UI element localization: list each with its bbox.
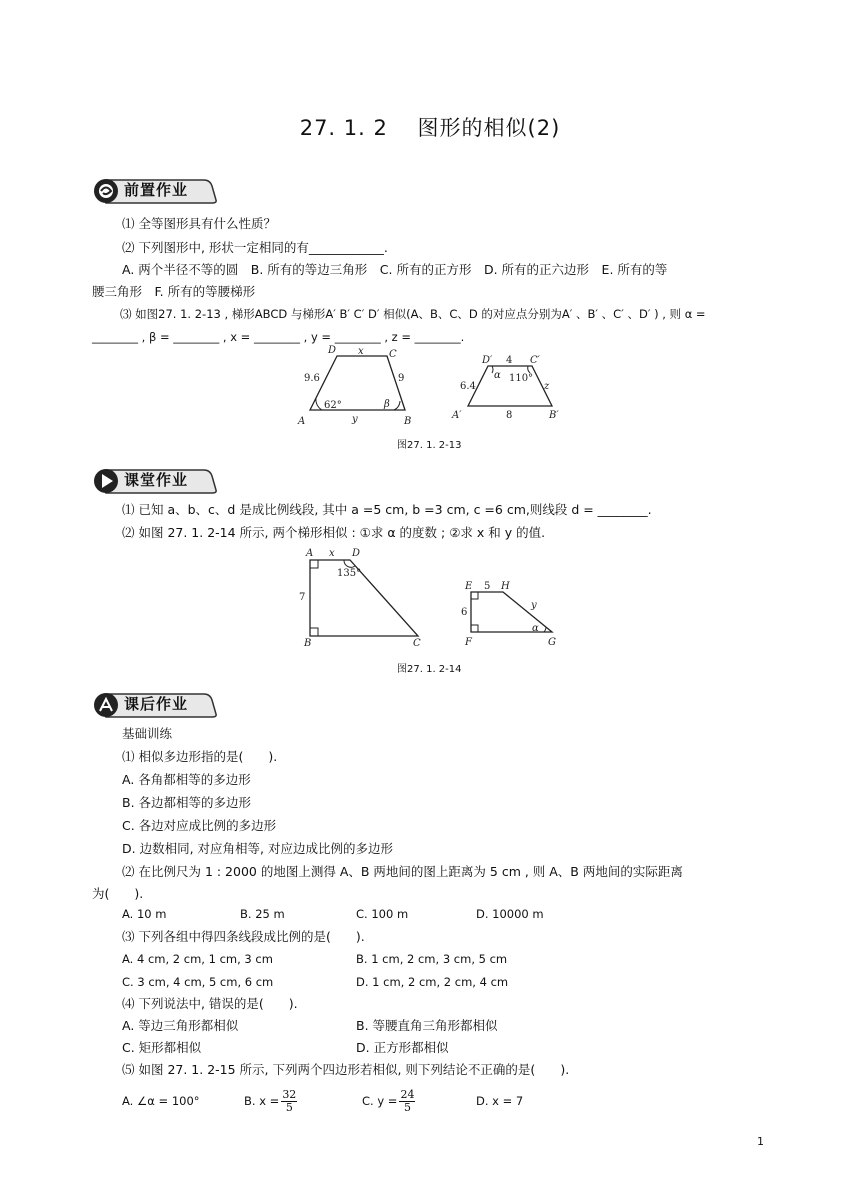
label-a: A [298, 416, 306, 427]
label-x: x [329, 548, 335, 559]
option-b-prefix: B. x = [244, 1094, 280, 1108]
right-angle-b [310, 628, 318, 636]
label-top-5: 5 [484, 581, 491, 592]
right-angle-f [471, 625, 478, 632]
after-q1: ⑴ 相似多边形指的是( ). [122, 749, 278, 764]
right-angle-a [310, 560, 318, 568]
label-c-prime: C′ [530, 355, 540, 366]
pre-q2: ⑵ 下列图形中, 形状一定相同的有____________. [122, 240, 388, 255]
pre-q2-options-cont: 腰三角形 F. 所有的等腰梯形 [92, 284, 256, 299]
figure-27-1-2-14 [296, 544, 566, 652]
after-q4: ⑷ 下列说法中, 错误的是( ). [122, 996, 298, 1011]
section-header-pre [92, 176, 220, 206]
label-d-prime: D′ [482, 355, 493, 366]
trapezoid-efgh [471, 592, 552, 632]
angle-d-prime-arc [492, 366, 493, 373]
pre-q3-cont: ________ , β = ________ , x = ________ , y = ________ , z = ________. [92, 330, 465, 344]
after-q4-option-c: C. 矩形都相似 [122, 1040, 202, 1055]
label-beta: β [384, 399, 390, 410]
label-g: G [548, 637, 556, 648]
class-q2: ⑵ 如图 27. 1. 2-14 所示, 两个梯形相似 : ①求 α 的度数 ; ②求 x 和 y 的值. [122, 525, 546, 540]
fraction-24-5 [399, 1089, 415, 1114]
label-d: D [352, 548, 361, 559]
label-e: E [465, 581, 473, 592]
fraction-denominator: 5 [285, 1101, 293, 1114]
after-q2-option-a: A. 10 m [122, 907, 167, 921]
after-q2-option-c: C. 100 m [356, 907, 409, 921]
trapezoid-abcd [310, 560, 418, 636]
label-b: B [404, 416, 412, 427]
after-q2: ⑵ 在比例尺为 1 : 2000 的地图上测得 A、B 两地间的图上距离为 5 cm , 则 A、B 两地间的实际距离 [122, 864, 683, 879]
fraction-numerator: 32 [282, 1088, 297, 1101]
after-heading: 基础训练 [122, 726, 173, 741]
pre-q2-options: A. 两个半径不等的圆 B. 所有的等边三角形 C. 所有的正方形 D. 所有的正六边形 E. 所有的等 [122, 262, 668, 277]
after-q4-option-d: D. 正方形都相似 [356, 1040, 449, 1055]
label-alpha: α [532, 623, 539, 634]
after-q2-option-b: B. 25 m [240, 907, 285, 921]
angle-g-arc [544, 627, 546, 632]
after-q4-option-a: A. 等边三角形都相似 [122, 1018, 239, 1033]
after-q3-option-d: D. 1 cm, 2 cm, 2 cm, 4 cm [356, 975, 509, 989]
pre-q3: ⑶ 如图27. 1. 2-13 , 梯形ABCD 与梯形A′ B′ C′ D′ 相似(A、B、C、D 的对应点分别为A′ 、B′ 、C′ 、D′ ) , 则 α = [120, 307, 706, 321]
page-title: 27. 1. 2 图形的相似(2) [299, 116, 561, 140]
figure-27-1-2-13 [290, 344, 580, 428]
after-q2-option-d: D. 10000 m [476, 907, 544, 921]
label-y: y [531, 600, 537, 611]
label-a: A [306, 548, 314, 559]
section-title: 课后作业 [124, 695, 189, 713]
after-q2-cont: 为( ). [92, 886, 144, 901]
right-angle-e [471, 592, 478, 599]
after-q5-option-c [362, 1083, 417, 1119]
after-q3: ⑶ 下列各组中得四条线段成比例的是( ). [122, 929, 365, 944]
label-f: F [465, 637, 472, 648]
after-q5: ⑸ 如图 27. 1. 2-15 所示, 下列两个四边形若相似, 则下列结论不正确的是( ). [122, 1062, 570, 1077]
label-angle-110: 110° [509, 373, 534, 384]
label-b-prime: B′ [549, 410, 559, 421]
label-z: z [544, 381, 550, 392]
after-q5-option-d: D. x = 7 [476, 1094, 524, 1108]
after-q1-option-d: D. 边数相同, 对应角相等, 对应边成比例的多边形 [122, 841, 393, 856]
label-d: D [328, 345, 337, 356]
caption-fig-13: 图27. 1. 2-13 [397, 440, 462, 451]
after-q1-option-c: C. 各边对应成比例的多边形 [122, 818, 277, 833]
label-x: x [358, 346, 364, 357]
label-top-4: 4 [506, 355, 513, 366]
label-right-side: 9 [398, 373, 405, 384]
label-c: C [389, 349, 397, 360]
angle-b-arc [394, 401, 400, 410]
option-c-prefix: C. y = [362, 1094, 398, 1108]
section-header-class [92, 466, 220, 496]
label-alpha: α [494, 370, 501, 381]
label-angle-135: 135° [337, 568, 362, 579]
class-q1: ⑴ 已知 a、b、c、d 是成比例线段, 其中 a =5 cm, b =3 cm, c =6 cm,则线段 d = ________. [122, 502, 652, 517]
after-q4-option-b: B. 等腰直角三角形都相似 [356, 1018, 498, 1033]
after-q5-option-a: A. ∠α = 100° [122, 1094, 200, 1108]
section-header-after [92, 690, 220, 720]
angle-a-arc [316, 398, 322, 410]
label-c: C [413, 638, 421, 649]
after-q5-option-b [244, 1083, 299, 1119]
after-q3-option-b: B. 1 cm, 2 cm, 3 cm, 5 cm [356, 952, 508, 966]
section-title: 前置作业 [124, 181, 189, 199]
label-a-prime: A′ [452, 410, 462, 421]
fraction-denominator: 5 [403, 1101, 411, 1114]
pre-q1: ⑴ 全等图形具有什么性质？ [122, 216, 276, 231]
page-number: 1 [757, 1135, 764, 1148]
caption-fig-14: 图27. 1. 2-14 [397, 664, 462, 675]
label-side-6: 6 [461, 607, 468, 618]
angle-c-prime-arc [528, 366, 530, 373]
after-q3-option-c: C. 3 cm, 4 cm, 5 cm, 6 cm [122, 975, 274, 989]
label-b: B [304, 638, 312, 649]
label-h: H [501, 581, 510, 592]
fraction-numerator: 24 [400, 1088, 415, 1101]
after-q1-option-a: A. 各角都相等的多边形 [122, 772, 251, 787]
trapezoid-abcd-prime [468, 366, 552, 406]
fraction-32-5 [281, 1089, 297, 1114]
label-left-6-4: 6.4 [460, 381, 476, 392]
label-bottom-8: 8 [506, 410, 513, 421]
label-angle-a: 62° [324, 400, 342, 411]
label-y: y [352, 414, 358, 425]
label-side-7: 7 [299, 592, 306, 603]
after-q3-option-a: A. 4 cm, 2 cm, 1 cm, 3 cm [122, 952, 273, 966]
label-left-side: 9.6 [304, 373, 320, 384]
after-q1-option-b: B. 各边都相等的多边形 [122, 795, 252, 810]
section-title: 课堂作业 [124, 471, 189, 489]
